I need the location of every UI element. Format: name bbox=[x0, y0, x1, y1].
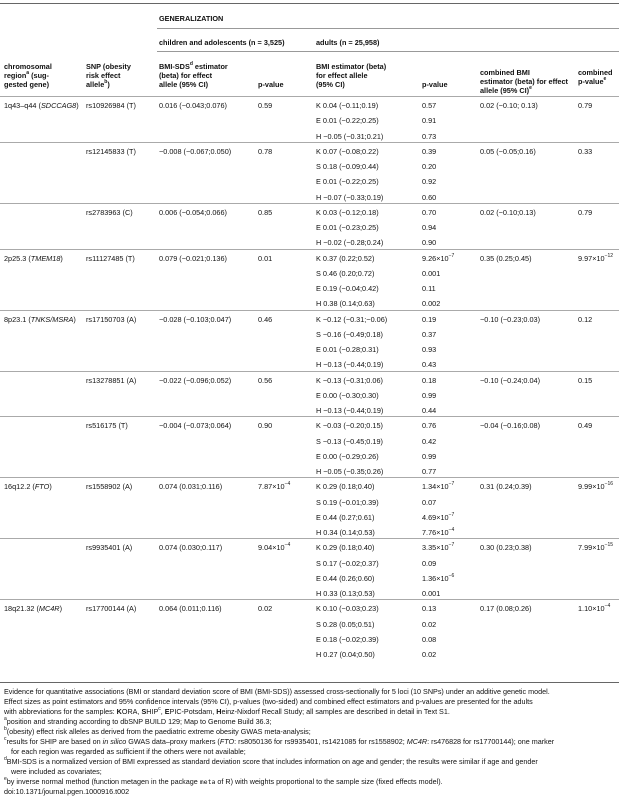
cell-child-beta: −0.008 (−0.067;0.050) bbox=[159, 146, 232, 156]
top-rule bbox=[0, 3, 619, 4]
cell-comb-p: 0.15 bbox=[578, 375, 593, 385]
cell-adult: H 0.27 (0.04;0.50) bbox=[316, 650, 375, 659]
cell-comb: −0.10 (−0.24;0.04) bbox=[480, 375, 541, 385]
cell-adult: K 0.29 (0.18;0.40) bbox=[316, 482, 375, 492]
cell-adult-p: $7.76\times 10^{-4}$ bbox=[422, 527, 455, 537]
cell-comb: 0.35 (0.25;0.45) bbox=[480, 253, 532, 263]
cell-adult-p: 0.18 bbox=[422, 375, 437, 385]
cell-child-p: 0.46 bbox=[258, 314, 273, 324]
cell-comb-p: $1.10\times 10^{-4}$ bbox=[578, 603, 611, 614]
cell-adult: H −0.13 (−0.44;0.19) bbox=[316, 406, 384, 415]
col-region-header: chromosomal region$^a$ (sug- gested gene) bbox=[4, 62, 52, 90]
snp-separator bbox=[0, 416, 619, 417]
cell-adult-p: $3.35\times 10^{-7}$ bbox=[422, 542, 455, 553]
cell-adult: H −0.07 (−0.33;0.19) bbox=[316, 192, 384, 202]
cell-adult: H −0.02 (−0.28;0.24) bbox=[316, 238, 384, 248]
cell-adult-p: 0.11 bbox=[422, 284, 436, 293]
footnote-c-line2: for each region was regarded as sufficient if the others were not available; bbox=[11, 747, 246, 756]
cell-adult: E 0.44 (0.27;0.61) bbox=[316, 512, 375, 522]
cell-child-p: 0.01 bbox=[258, 253, 273, 263]
col-bmisds-header: BMI-SDS$^d$ estimator (beta) for effect allele (95% CI) bbox=[159, 61, 228, 90]
cell-child-beta: −0.004 (−0.073;0.064) bbox=[159, 421, 232, 431]
cell-comb: 0.17 (0.08;0.26) bbox=[480, 604, 532, 614]
footnote-b: $^b$(obesity) effect risk alleles as derived from the paediatric extreme obesity GWAS meta-analysis; bbox=[4, 726, 311, 736]
cell-adult-p: 0.37 bbox=[422, 329, 437, 339]
generalization-underline bbox=[157, 28, 619, 29]
footnote-c: $^c$results for SHIP are based on in silico GWAS data–proxy markers (FTO: rs8050136 for rs9935401, rs1421085 for rs1558902; MC4R: rs476828 for rs17700144); one marker bbox=[4, 736, 555, 746]
cell-adult-p: 0.76 bbox=[422, 421, 437, 431]
header-rule bbox=[0, 96, 619, 97]
cell-comb: −0.04 (−0.16;0.08) bbox=[480, 421, 541, 431]
cell-adult: S −0.13 (−0.45;0.19) bbox=[316, 436, 383, 446]
footnote-d: $^d$BMI-SDS is a normalized version of BMI expressed as standard deviation score that includes information on age and gender; the results were similar if age and gender bbox=[4, 756, 538, 766]
cell-adult-p: 0.19 bbox=[422, 314, 437, 324]
cell-child-p: $7.87\times 10^{-4}$ bbox=[258, 481, 291, 492]
cell-adult-p: $9.26\times 10^{-7}$ bbox=[422, 252, 455, 263]
gene-name: TNKS/MSRA bbox=[30, 314, 74, 324]
cell-region: 2p25.3 (TMEM18) bbox=[4, 253, 63, 263]
cell-comb-p: 0.49 bbox=[578, 421, 593, 431]
cell-adult-p: 0.91 bbox=[422, 116, 437, 126]
cell-adult-p: 0.92 bbox=[422, 177, 437, 187]
snp-separator bbox=[0, 142, 619, 143]
cell-adult: S 0.46 (0.20;0.72) bbox=[316, 268, 375, 278]
cell-child-p: 0.02 bbox=[258, 604, 273, 614]
cell-adult: S 0.17 (−0.02;0.37) bbox=[316, 558, 379, 568]
region-separator bbox=[0, 310, 619, 311]
cell-adult-p: 0.02 bbox=[422, 619, 437, 629]
cell-adult-p: 0.99 bbox=[422, 390, 437, 400]
cell-snp: rs12145833 (T) bbox=[86, 146, 136, 156]
cell-adult-p: 0.90 bbox=[422, 238, 437, 248]
gene-name: SDCCAG8 bbox=[40, 101, 77, 110]
cell-adult: K 0.07 (−0.08;0.22) bbox=[316, 146, 379, 156]
doi-line: doi:10.1371/journal.pgen.1000916.t002 bbox=[4, 787, 130, 797]
cell-region: 16q12.2 (FTO) bbox=[4, 482, 52, 492]
cell-adult: E 0.01 (−0.23;0.25) bbox=[316, 223, 379, 232]
cell-snp: rs1558902 (A) bbox=[86, 482, 133, 492]
gene-name: FTO bbox=[34, 482, 50, 492]
cell-snp: rs13278851 (A) bbox=[86, 375, 137, 385]
cell-child-beta: 0.016 (−0.043;0.076) bbox=[159, 101, 227, 110]
footnote-d-line2: were included as covariates; bbox=[11, 767, 102, 776]
cell-adult: S 0.18 (−0.09;0.44) bbox=[316, 162, 379, 171]
children-group-header: children and adolescents (n = 3,525) bbox=[159, 38, 285, 47]
cell-comb-p: 0.12 bbox=[578, 314, 593, 324]
footnote-a: $^a$position and stranding according to dbSNP BUILD 129; Map to Genome Build 36.3; bbox=[4, 716, 272, 726]
cell-child-beta: 0.074 (0.030;0.117) bbox=[159, 543, 223, 553]
cell-adult: K 0.29 (0.18;0.40) bbox=[316, 543, 375, 553]
cell-adult: E 0.00 (−0.30;0.30) bbox=[316, 390, 379, 400]
cell-adult-p: $1.34\times 10^{-7}$ bbox=[422, 481, 455, 492]
cell-adult-p: $4.69\times 10^{-7}$ bbox=[422, 511, 455, 522]
cell-comb: 0.02 (−0.10; 0.13) bbox=[480, 101, 538, 110]
cell-child-beta: 0.079 (−0.021;0.136) bbox=[159, 253, 227, 263]
cell-adult: K −0.13 (−0.31;0.06) bbox=[316, 375, 383, 385]
cell-snp: rs516175 (T) bbox=[86, 421, 128, 431]
cell-adult: H −0.13 (−0.44;0.19) bbox=[316, 360, 384, 370]
cell-adult: E 0.01 (−0.22;0.25) bbox=[316, 177, 379, 187]
cell-adult: E 0.44 (0.26;0.60) bbox=[316, 573, 375, 583]
cell-child-beta: −0.028 (−0.103;0.047) bbox=[159, 314, 232, 324]
cell-child-p: 0.59 bbox=[258, 101, 273, 110]
col-combined-header: combined BMI estimator (beta) for effect allele (95% CI)$^e$ bbox=[480, 68, 568, 96]
cell-adult-p: 0.43 bbox=[422, 360, 437, 370]
cell-comb: 0.30 (0.23;0.38) bbox=[480, 543, 532, 553]
cell-adult-p: 0.73 bbox=[422, 131, 437, 141]
cell-child-p: $9.04\times 10^{-4}$ bbox=[258, 542, 291, 553]
caption-line-3: with abbreviations for the samples: KORA, SHIP$^c$, EPIC-Potsdam, Heinz-Nixdorf Recall Study; all samples are described in detail in Text S1. bbox=[4, 706, 450, 716]
cell-adult-p: 0.001 bbox=[422, 268, 441, 278]
cell-region: 18q21.32 (MC4R) bbox=[4, 604, 63, 614]
cell-child-p: 0.56 bbox=[258, 375, 273, 385]
cell-adult-p: 0.13 bbox=[422, 604, 437, 614]
cell-adult-p: 0.42 bbox=[422, 436, 437, 446]
cell-adult: K 0.37 (0.22;0.52) bbox=[316, 253, 375, 263]
snp-separator bbox=[0, 371, 619, 372]
footnote-e: $^e$by inverse normal method (function metagen in the package meta of R) with weights proportional to the sample size (fixed effects model). bbox=[4, 776, 443, 786]
cell-region: 1q43–q44 (SDCCAG8) bbox=[4, 101, 79, 110]
cell-region: 8p23.1 (TNKS/MSRA) bbox=[4, 314, 76, 324]
group-underline bbox=[157, 51, 619, 52]
cell-adult: E 0.18 (−0.02;0.39) bbox=[316, 634, 379, 644]
cell-adult: S 0.19 (−0.01;0.39) bbox=[316, 497, 379, 507]
cell-adult: K −0.03 (−0.20;0.15) bbox=[316, 421, 383, 431]
cell-snp: rs9935401 (A) bbox=[86, 543, 133, 553]
cell-snp: rs10926984 (T) bbox=[86, 101, 136, 110]
cell-adult: E 0.01 (−0.28;0.31) bbox=[316, 345, 379, 354]
cell-adult-p: 0.02 bbox=[422, 650, 437, 659]
cell-comb: 0.05 (−0.05;0.16) bbox=[480, 146, 536, 156]
cell-snp: rs2783963 (C) bbox=[86, 207, 133, 217]
cell-adult: H 0.38 (0.14;0.63) bbox=[316, 299, 375, 309]
cell-adult-p: 0.20 bbox=[422, 162, 437, 171]
gene-name: TMEM18 bbox=[30, 253, 61, 263]
cell-adult: H 0.34 (0.14;0.53) bbox=[316, 528, 375, 537]
cell-adult-p: 0.07 bbox=[422, 497, 437, 507]
region-separator bbox=[0, 599, 619, 600]
generalization-header: GENERALIZATION bbox=[159, 14, 224, 23]
col-bmi-header: BMI estimator (beta) for effect allele (95% CI) bbox=[316, 62, 387, 90]
cell-adult-p: 0.94 bbox=[422, 223, 437, 232]
cell-adult-p: 0.60 bbox=[422, 192, 437, 202]
cell-adult: H −0.05 (−0.31;0.21) bbox=[316, 131, 384, 141]
cell-adult: H 0.33 (0.13;0.53) bbox=[316, 589, 375, 598]
cell-comb: 0.31 (0.24;0.39) bbox=[480, 482, 532, 492]
cell-adult-p: 0.77 bbox=[422, 467, 437, 476]
cell-adult: E 0.00 (−0.29;0.26) bbox=[316, 451, 379, 461]
cell-adult-p: 0.99 bbox=[422, 451, 437, 461]
cell-comb-p: 0.79 bbox=[578, 101, 593, 110]
region-separator bbox=[0, 477, 619, 478]
col-snp-header: SNP (obesity risk effect allele$^b$) bbox=[86, 62, 131, 90]
cell-adult: S −0.16 (−0.49;0.18) bbox=[316, 329, 383, 339]
cell-comb: −0.10 (−0.23;0.03) bbox=[480, 314, 541, 324]
bottom-rule bbox=[0, 682, 619, 683]
cell-adult-p: 0.57 bbox=[422, 101, 437, 110]
cell-child-beta: 0.006 (−0.054;0.066) bbox=[159, 207, 227, 217]
cell-child-beta: 0.064 (0.011;0.116) bbox=[159, 604, 222, 614]
snp-separator bbox=[0, 538, 619, 539]
cell-adult: K 0.10 (−0.03;0.23) bbox=[316, 604, 379, 614]
cell-comb-p: $9.97\times 10^{-12}$ bbox=[578, 252, 614, 263]
cell-comb-p: 0.79 bbox=[578, 207, 593, 217]
caption-line-1: Evidence for quantitative associations (BMI or standard deviation score of BMI (BMI-SDS)) assessed cross-sectionally for 5 loci (10 SNPs) under an additive genetic model. bbox=[4, 687, 550, 696]
cell-adult: H −0.05 (−0.35;0.26) bbox=[316, 467, 384, 476]
col-combined-p-header: combined p-value$^e$ bbox=[578, 68, 613, 87]
cell-snp: rs11127485 (T) bbox=[86, 253, 135, 263]
cell-child-p: 0.78 bbox=[258, 146, 273, 156]
cell-snp: rs17150703 (A) bbox=[86, 314, 137, 324]
col-pvalue-header: p-value bbox=[258, 80, 284, 89]
cell-adult: K −0.12 (−0.31;−0.06) bbox=[316, 314, 388, 324]
cell-adult: E 0.19 (−0.04;0.42) bbox=[316, 284, 379, 293]
cell-child-p: 0.90 bbox=[258, 421, 273, 431]
cell-comb: 0.02 (−0.10;0.13) bbox=[480, 207, 536, 217]
cell-snp: rs17700144 (A) bbox=[86, 604, 137, 614]
region-separator bbox=[0, 249, 619, 250]
cell-adult-p: 0.93 bbox=[422, 345, 437, 354]
gene-name: MC4R bbox=[38, 604, 60, 614]
cell-adult-p: 0.002 bbox=[422, 299, 441, 309]
cell-child-beta: −0.022 (−0.096;0.052) bbox=[159, 375, 232, 385]
cell-comb-p: $9.99\times 10^{-16}$ bbox=[578, 481, 614, 492]
cell-adult-p: 0.08 bbox=[422, 634, 437, 644]
col-pvalue2-header: p-value bbox=[422, 80, 448, 89]
cell-adult: S 0.28 (0.05;0.51) bbox=[316, 619, 375, 629]
cell-adult-p: 0.09 bbox=[422, 558, 437, 568]
cell-adult: K 0.04 (−0.11;0.19) bbox=[316, 101, 379, 110]
cell-child-beta: 0.074 (0.031;0.116) bbox=[159, 482, 223, 492]
caption-line-2: Effect sizes as point estimators and 95% confidence intervals (95% CI), p-values (two-sided) and combined effect estimators and p-values are presented for the adults bbox=[4, 697, 533, 706]
cell-comb-p: $7.99\times 10^{-15}$ bbox=[578, 542, 614, 553]
cell-adult-p: 0.001 bbox=[422, 589, 441, 598]
adults-group-header: adults (n = 25,958) bbox=[316, 38, 380, 47]
cell-adult-p: 0.39 bbox=[422, 146, 437, 156]
table-footnotes bbox=[4, 687, 616, 797]
cell-adult-p: 0.44 bbox=[422, 406, 437, 415]
snp-separator bbox=[0, 203, 619, 204]
cell-adult-p: $1.36\times 10^{-6}$ bbox=[422, 572, 455, 583]
cell-adult-p: 0.70 bbox=[422, 207, 437, 217]
cell-adult: K 0.03 (−0.12;0.18) bbox=[316, 207, 379, 217]
cell-adult: E 0.01 (−0.22;0.25) bbox=[316, 116, 379, 126]
cell-comb-p: 0.33 bbox=[578, 146, 593, 156]
cell-child-p: 0.85 bbox=[258, 207, 273, 217]
